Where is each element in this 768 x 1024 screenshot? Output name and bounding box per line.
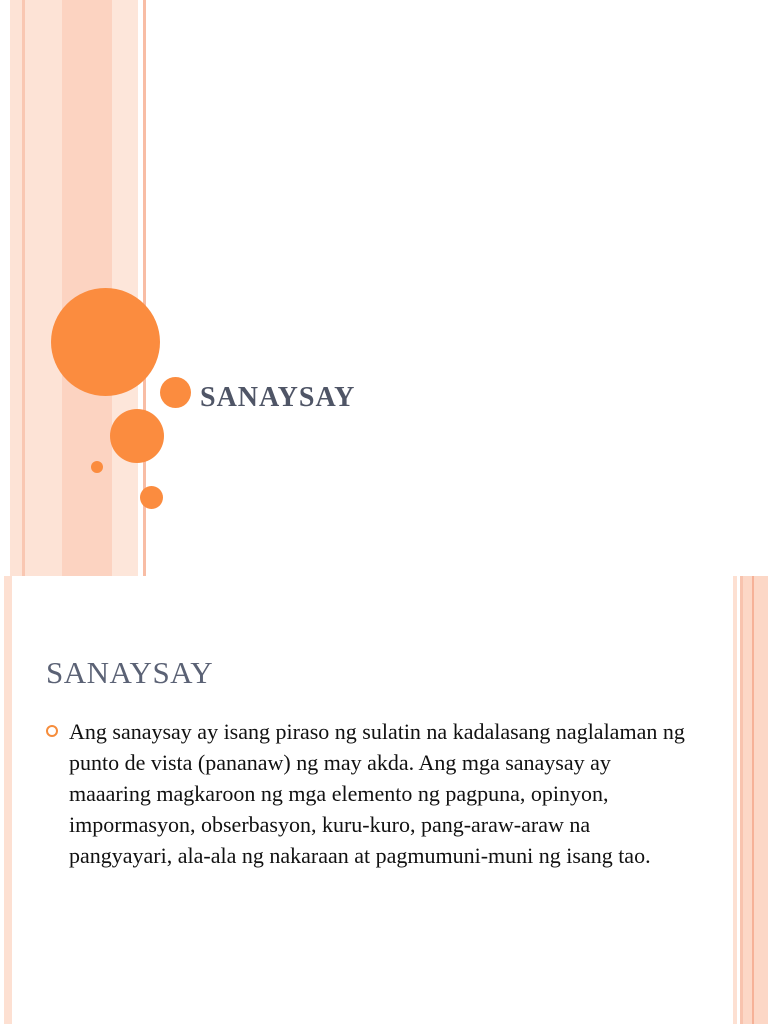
bullet-list-item (46, 716, 696, 871)
content-slide-heading: SANAYSAY (46, 655, 214, 690)
bullet-text: Ang sanaysay ay isang piraso ng sulatin na kadalasang naglalaman ng punto de vista (pananaw) ng may akda. Ang mga sanaysay ay maaaring magkaroon ng mga elemento ng pagpuna, opinyon, impormasyon, obserbasyon, kuru-kuro, pang-araw-araw na pangyayari, ala-ala ng nakaraan at pagmumuni-muni ng isang tao. (69, 719, 685, 868)
stripe-band (10, 0, 62, 576)
stripe-line (22, 0, 25, 576)
small-circle-decoration (140, 486, 163, 509)
title-slide-heading: SANAYSAY (200, 382, 356, 413)
circle-bullet-icon (46, 725, 58, 737)
stripe-line (733, 576, 737, 1024)
stripe-line (752, 576, 754, 1024)
stripe-band (743, 576, 768, 1024)
medium-circle-decoration (110, 409, 164, 463)
large-circle-decoration (51, 288, 160, 396)
tiny-circle-decoration (91, 461, 103, 473)
stripe-line (4, 576, 12, 1024)
small-circle-decoration (160, 377, 191, 408)
